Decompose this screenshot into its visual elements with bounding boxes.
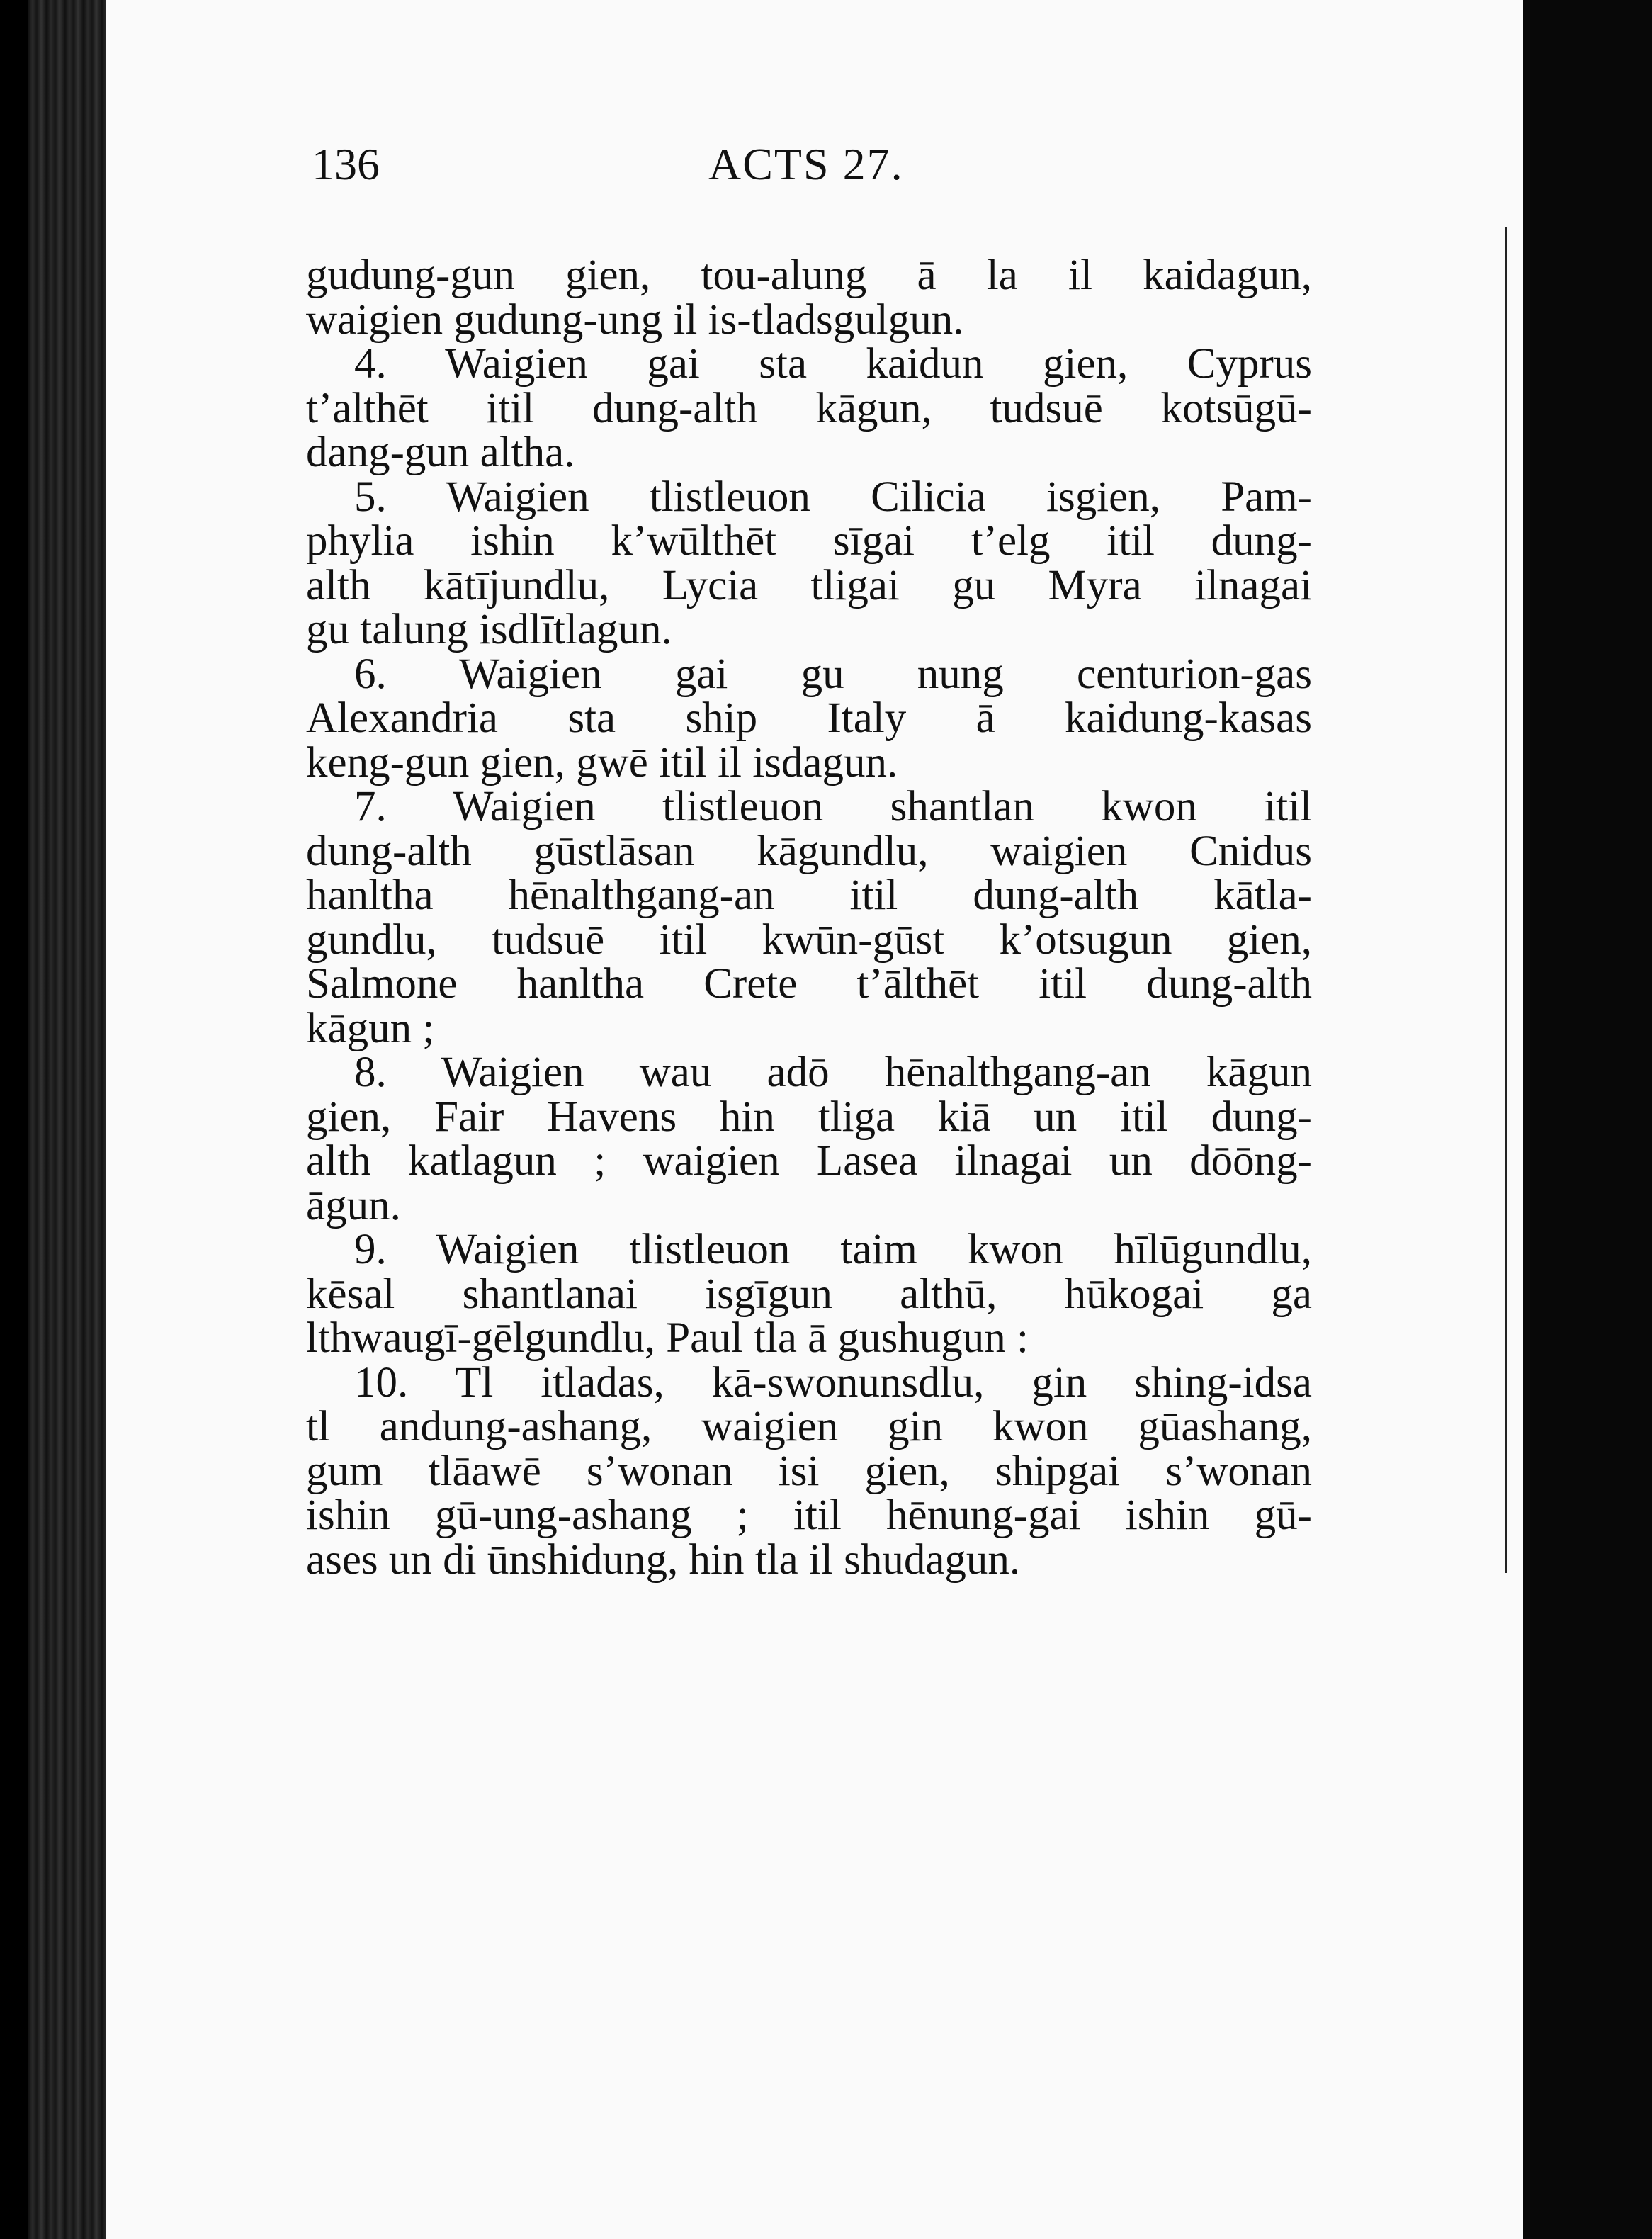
text-line: waigien gudung-ung il is-tladsgulgun. — [306, 295, 964, 344]
text-line: gudung-gun gien, tou-alung ā la il kaidagun, — [306, 252, 1312, 299]
text-line: lthwaugī-gēlgundlu, Paul tla ā gushugun : — [306, 1314, 1029, 1362]
running-head — [312, 138, 1318, 202]
text-line: hanltha hēnalthgang-an itil dung-alth kātla- — [306, 872, 1312, 919]
text-line: 7. Waigien tlistleuon shantlan kwon itil — [354, 783, 1312, 830]
text-line: gu talung isdlītlagun. — [306, 606, 672, 653]
page-number: 136 — [312, 139, 380, 189]
text-line: gum tlāawē s’wonan isi gien, shipgai s’wonan — [306, 1447, 1312, 1495]
page-right-edge — [1523, 0, 1652, 2239]
body-text — [306, 254, 1312, 1582]
text-line: keng-gun gien, gwē itil il isdagun. — [306, 738, 898, 786]
text-line: 5. Waigien tlistleuon Cilicia isgien, Pam- — [354, 473, 1312, 521]
text-line: 4. Waigien gai sta kaidun gien, Cyprus — [354, 340, 1312, 388]
page-edge-line — [1505, 227, 1507, 1573]
text-line: t’althēt itil dung-alth kāgun, tudsuē kotsūgū- — [306, 384, 1312, 432]
text-line: alth kātījundlu, Lycia tligai gu Myra ilnagai — [306, 561, 1312, 609]
text-line: 6. Waigien gai gu nung centurion-gas — [354, 650, 1312, 698]
text-line: gien, Fair Havens hin tliga kiā un itil dung- — [306, 1093, 1312, 1141]
text-line: 9. Waigien tlistleuon taim kwon hīlūgundlu, — [354, 1226, 1312, 1273]
text-line: gundlu, tudsuē itil kwūn-gūst k’otsugun gien, — [306, 915, 1312, 964]
text-line: dung-alth gūstlāsan kāgundlu, waigien Cnidus — [306, 827, 1312, 875]
text-line: 10. Tl itladas, kā-swonunsdlu, gin shing-idsa — [354, 1358, 1312, 1406]
text-line: kāgun ; — [306, 1004, 435, 1052]
text-line: tl andung-ashang, waigien gin kwon gūashang, — [306, 1403, 1312, 1450]
text-line: Salmone hanltha Crete t’ālthēt itil dung-alth — [306, 960, 1312, 1008]
text-line: dang-gun altha. — [306, 429, 575, 476]
text-line: Alexandria sta ship Italy ā kaidung-kasas — [306, 694, 1312, 742]
book-binding-edge — [28, 0, 106, 2239]
running-title: ACTS 27. — [708, 139, 904, 189]
text-line: alth katlagun ; waigien Lasea ilnagai un dōōng- — [306, 1137, 1312, 1185]
text-line: āgun. — [306, 1181, 401, 1229]
text-line: ases un di ūnshidung, hin tla il shudagun. — [306, 1535, 1021, 1584]
text-line: kēsal shantlanai isgīgun althū, hūkogai ga — [306, 1270, 1312, 1318]
text-line: phylia ishin k’wūlthēt sīgai t’elg itil dung- — [306, 517, 1312, 565]
text-line: 8. Waigien wau adō hēnalthgang-an kāgun — [354, 1049, 1312, 1096]
text-line: ishin gū-ung-ashang ; itil hēnung-gai ishin gū- — [306, 1491, 1312, 1539]
